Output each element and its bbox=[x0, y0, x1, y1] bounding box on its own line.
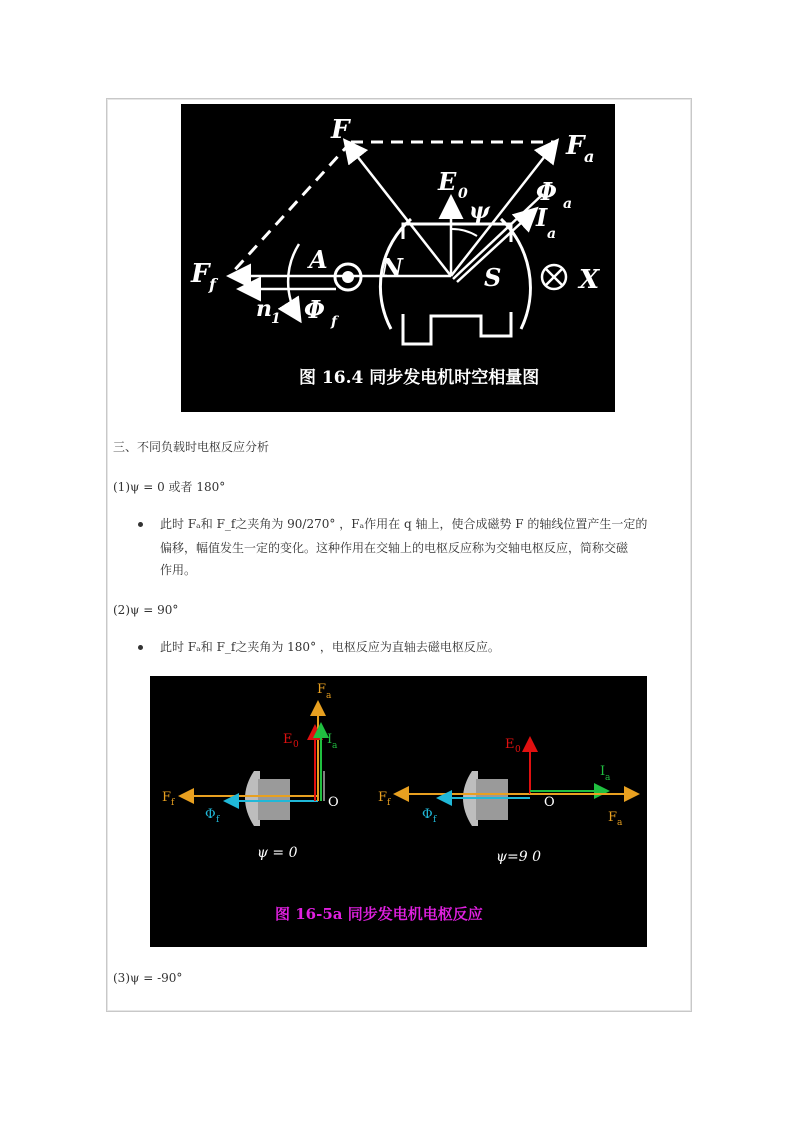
bullet-dot bbox=[138, 522, 143, 527]
psi-arc bbox=[451, 229, 477, 236]
label-Phi-f-sub: f bbox=[331, 314, 338, 330]
label-A: A bbox=[309, 245, 328, 274]
label-X: X bbox=[579, 265, 600, 295]
figure1-caption: 图 16.4 同步发电机时空相量图 bbox=[299, 368, 540, 388]
left-diagram bbox=[162, 682, 339, 861]
label-F: F bbox=[331, 115, 350, 145]
label-Ff-right-sub: f bbox=[387, 798, 391, 808]
case2-line-1: 此时 Fₐ和 F_f之夹角为 180° ，电枢反应为直轴去磁电枢反应。 bbox=[160, 640, 500, 654]
label-Ia-left: I bbox=[327, 732, 333, 747]
phasor-diagram-16-4 bbox=[181, 104, 615, 412]
stator-arc-right bbox=[501, 219, 530, 329]
label-Phif-left-sub: f bbox=[216, 815, 220, 825]
label-O-right: O bbox=[544, 795, 555, 810]
label-Phif-left: Φ bbox=[205, 807, 216, 822]
label-Ff-left-sub: f bbox=[171, 798, 175, 808]
case2-heading: (2)ψ = 90° bbox=[113, 603, 179, 617]
label-Phif-right: Φ bbox=[422, 807, 433, 822]
label-O-left: O bbox=[328, 795, 339, 810]
label-Phi-a-sub: a bbox=[563, 196, 573, 212]
rotor-bottom bbox=[403, 312, 511, 344]
rotor-body-right bbox=[476, 779, 508, 820]
conductor-dot-center bbox=[342, 271, 354, 283]
label-Ia-sub: a bbox=[547, 226, 557, 242]
label-n1-sub: 1 bbox=[271, 311, 281, 327]
case1-line-2: 偏移，幅值发生一定的变化。这种作用在交轴上的电枢反应称为交轴电枢反应，简称交磁 bbox=[160, 541, 629, 555]
label-Ff-right: F bbox=[378, 790, 388, 805]
case3-heading: (3)ψ = -90° bbox=[113, 971, 183, 985]
label-Ia: I bbox=[536, 203, 548, 232]
label-N: N bbox=[381, 253, 403, 282]
label-n1: n bbox=[256, 296, 272, 322]
case1-line-1: 此时 Fₐ和 F_f之夹角为 90/270° ，Fₐ作用在 q 轴上，使合成磁势 F 的轴线位置产生一定的 bbox=[160, 517, 648, 531]
figure2-caption: 图 16-5a 同步发电机电枢反应 bbox=[275, 905, 483, 923]
label-psi-left: ψ = 0 bbox=[257, 845, 298, 861]
label-Fa-sub: a bbox=[584, 147, 595, 166]
rotor-body-left bbox=[258, 779, 290, 820]
rotor-pole-left bbox=[245, 771, 260, 826]
label-Fa: F bbox=[566, 131, 585, 161]
label-Phi-a: Φ bbox=[536, 177, 557, 206]
label-Fa-right: F bbox=[608, 810, 618, 825]
label-E0: E bbox=[438, 167, 457, 196]
label-Fa-left-sub: a bbox=[326, 691, 332, 701]
case1-heading: (1)ψ = 0 或者 180° bbox=[113, 480, 226, 494]
label-Phi-f: Φ bbox=[304, 295, 325, 324]
phasor-diagram-svg bbox=[181, 104, 615, 412]
label-Ff-left: F bbox=[162, 790, 172, 805]
dashed-left bbox=[231, 142, 351, 274]
section-heading: 三、不同负载时电枢反应分析 bbox=[113, 440, 270, 454]
label-Phif-right-sub: f bbox=[433, 815, 437, 825]
label-Ff-sub: f bbox=[209, 275, 216, 294]
armature-reaction-figure bbox=[150, 676, 647, 947]
label-Ff: F bbox=[191, 259, 210, 289]
rotation-arrow bbox=[288, 244, 299, 319]
armature-reaction-svg bbox=[150, 676, 647, 947]
label-Ia-right-sub: a bbox=[605, 773, 611, 783]
label-Fa-left: F bbox=[317, 682, 327, 697]
label-Ia-left-sub: a bbox=[332, 741, 338, 751]
label-S: S bbox=[484, 263, 502, 292]
case1-line-3: 作用。 bbox=[160, 563, 197, 577]
right-diagram bbox=[378, 737, 638, 865]
label-psi: ψ bbox=[469, 198, 490, 224]
label-E0-left-sub: 0 bbox=[293, 740, 299, 750]
bullet-dot bbox=[138, 645, 143, 650]
label-psi-right: ψ=9 0 bbox=[496, 849, 541, 865]
label-E0-right: E bbox=[505, 737, 515, 752]
label-Fa-right-sub: a bbox=[617, 818, 623, 828]
label-E0-sub: 0 bbox=[458, 186, 468, 202]
label-Ia-right: I bbox=[600, 764, 606, 779]
label-E0-right-sub: 0 bbox=[515, 745, 521, 755]
label-E0-left: E bbox=[283, 732, 293, 747]
